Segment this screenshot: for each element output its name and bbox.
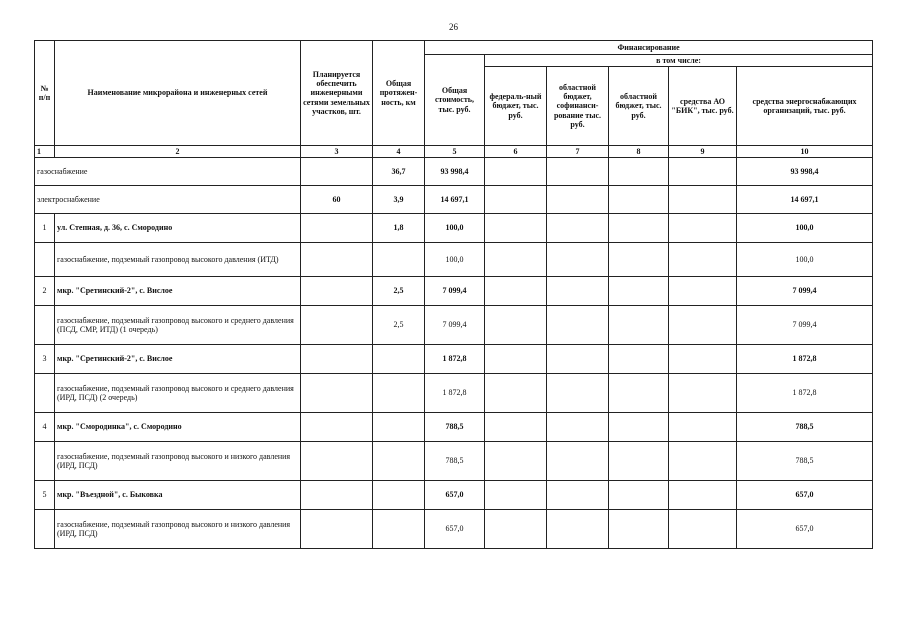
row-energy: 100,0 [737, 214, 873, 243]
row-cost: 657,0 [425, 481, 485, 510]
row-energy: 7 099,4 [737, 277, 873, 306]
row-cost: 93 998,4 [425, 158, 485, 186]
row-cost: 100,0 [425, 214, 485, 243]
table-row [35, 277, 873, 306]
row-length: 3,9 [373, 186, 425, 214]
col-number: 1 [35, 146, 55, 158]
col-number: 5 [425, 146, 485, 158]
row-name: газоснабжение, подземный газопровод высокого и среднего давления (ПСД, СМР, ИТД) (1 очередь) [55, 306, 301, 345]
row-num: 3 [35, 345, 55, 374]
col-number: 3 [301, 146, 373, 158]
col-number: 8 [609, 146, 669, 158]
row-cost: 7 099,4 [425, 277, 485, 306]
row-length [373, 413, 425, 442]
row-name: мкр. "Сретинский-2", с. Вислое [55, 277, 301, 306]
row-cost: 788,5 [425, 442, 485, 481]
row-length [373, 243, 425, 277]
header-num: № п/п [35, 41, 55, 146]
header-plots: Планируется обеспечить инженерными сетями земельных участков, шт. [301, 41, 373, 146]
row-length [373, 510, 425, 549]
row-energy: 100,0 [737, 243, 873, 277]
page-number: 26 [449, 22, 458, 32]
row-length: 36,7 [373, 158, 425, 186]
header-name: Наименование микрорайона и инженерных сетей [55, 41, 301, 146]
col-number: 6 [485, 146, 547, 158]
row-length: 2,5 [373, 306, 425, 345]
row-plots: 60 [301, 186, 373, 214]
table-row [35, 186, 873, 214]
row-energy: 93 998,4 [737, 158, 873, 186]
table-row [35, 481, 873, 510]
row-name: электроснабжение [35, 186, 301, 214]
row-cost: 7 099,4 [425, 306, 485, 345]
row-num: 4 [35, 413, 55, 442]
header-financing: Финансирование [425, 41, 873, 55]
row-name: газоснабжение, подземный газопровод высокого и среднего давления (ИРД, ПСД) (2 очередь) [55, 374, 301, 413]
row-energy: 14 697,1 [737, 186, 873, 214]
header-cost: Общая стоимость, тыс. руб. [425, 55, 485, 146]
table-row [35, 374, 873, 413]
row-plots [301, 158, 373, 186]
table-row [35, 510, 873, 549]
row-length: 2,5 [373, 277, 425, 306]
header-length: Общая протяжен-ность, км [373, 41, 425, 146]
header-federal: федераль-ный бюджет, тыс. руб. [485, 67, 547, 146]
row-energy: 7 099,4 [737, 306, 873, 345]
col-number: 9 [669, 146, 737, 158]
row-energy: 657,0 [737, 481, 873, 510]
table-row [35, 345, 873, 374]
table-row [35, 306, 873, 345]
col-number: 10 [737, 146, 873, 158]
row-num: 1 [35, 214, 55, 243]
row-length [373, 481, 425, 510]
row-energy: 788,5 [737, 413, 873, 442]
row-energy: 657,0 [737, 510, 873, 549]
header-regional: областной бюджет, тыс. руб. [609, 67, 669, 146]
row-name: мкр. "Сретинский-2", с. Вислое [55, 345, 301, 374]
row-cost: 1 872,8 [425, 345, 485, 374]
col-number: 2 [55, 146, 301, 158]
row-name: газоснабжение, подземный газопровод высокого и низкого давления (ИРД, ПСД) [55, 442, 301, 481]
row-energy: 1 872,8 [737, 345, 873, 374]
row-cost: 100,0 [425, 243, 485, 277]
row-name: мкр. "Въездной", с. Быковка [55, 481, 301, 510]
col-number: 7 [547, 146, 609, 158]
financing-table [34, 40, 873, 549]
row-length [373, 345, 425, 374]
row-name: газоснабжение, подземный газопровод высокого давления (ИТД) [55, 243, 301, 277]
header-including: в том числе: [485, 55, 873, 67]
table-row [35, 243, 873, 277]
row-name: газоснабжение [35, 158, 301, 186]
row-cost: 1 872,8 [425, 374, 485, 413]
row-name: ул. Степная, д. 36, с. Смородино [55, 214, 301, 243]
row-cost: 657,0 [425, 510, 485, 549]
row-energy: 788,5 [737, 442, 873, 481]
header-energy: средства энергоснабжающих организаций, тыс. руб. [737, 67, 873, 146]
header-bik: средства АО "БИК", тыс. руб. [669, 67, 737, 146]
row-num: 5 [35, 481, 55, 510]
table-row [35, 214, 873, 243]
row-cost: 788,5 [425, 413, 485, 442]
row-length [373, 374, 425, 413]
row-name: газоснабжение, подземный газопровод высокого и низкого давления (ИРД, ПСД) [55, 510, 301, 549]
row-name: мкр. "Смородинка", с. Смородино [55, 413, 301, 442]
row-energy: 1 872,8 [737, 374, 873, 413]
row-length [373, 442, 425, 481]
row-cost: 14 697,1 [425, 186, 485, 214]
row-num: 2 [35, 277, 55, 306]
header-regional-cofin: областной бюджет, софинанси-рование тыс. руб. [547, 67, 609, 146]
col-number: 4 [373, 146, 425, 158]
table-row [35, 442, 873, 481]
table-row [35, 413, 873, 442]
row-length: 1,8 [373, 214, 425, 243]
table-row [35, 158, 873, 186]
